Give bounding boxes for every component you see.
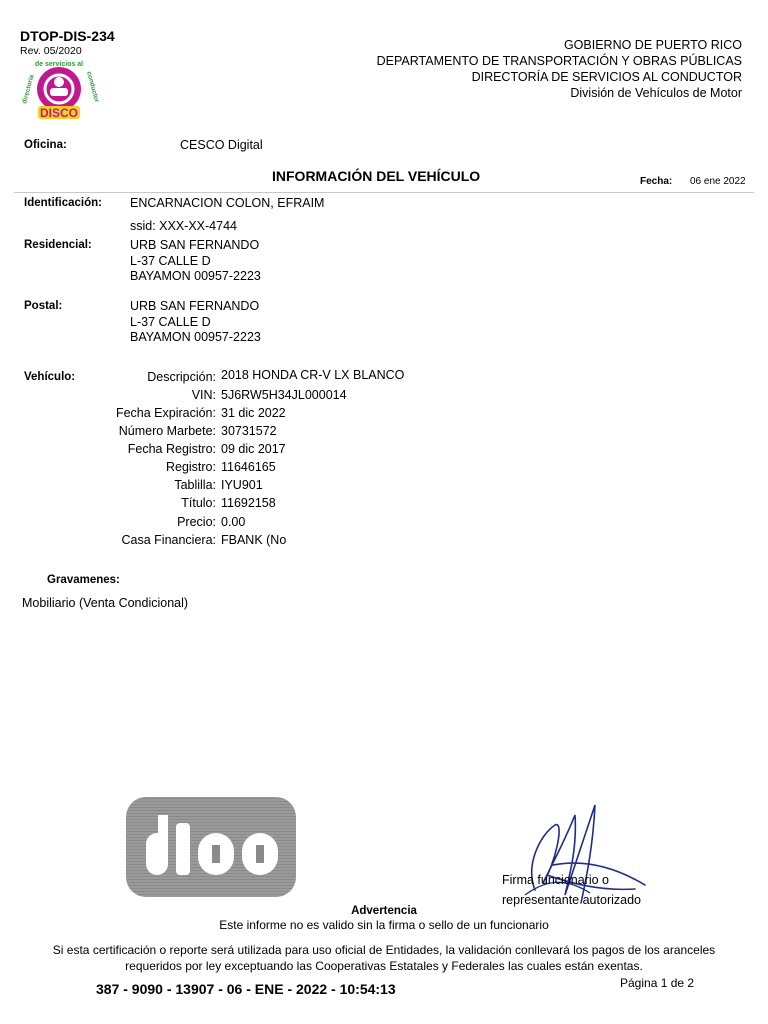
date-label: Fecha:	[640, 176, 673, 187]
logo-text-right: conductor	[85, 70, 101, 104]
certification-text: Si esta certificación o reporte será utilizada para uso oficial de Entidades, la validación conllevará los pagos de los aranceles requeridos por ley exceptuando las Cooperativas Estatales y Federales las cuales están exentas.	[52, 943, 716, 973]
postal-line-1: URB SAN FERNANDO	[130, 299, 260, 313]
vehicle-field-title-value: 11692158	[221, 496, 276, 510]
postal-address	[130, 299, 261, 346]
vehicle-field-marbete-value: 30731572	[221, 424, 277, 438]
vehicle-field-registration-date-label: Fecha Registro:	[127, 442, 216, 456]
dtop-logo	[124, 795, 299, 900]
postal-line-3: BAYAMON 00957-2223	[130, 330, 261, 344]
logo-text-left: directoría	[21, 74, 36, 105]
residential-line-2: L-37 CALLE D	[130, 253, 211, 268]
document-title: INFORMACIÓN DEL VEHÍCULO	[272, 168, 481, 184]
residential-label: Residencial:	[24, 239, 92, 251]
vehicle-field-registry-label: Registro:	[165, 460, 216, 474]
dtop-logo-icon	[124, 795, 299, 900]
agency-line-department: DEPARTAMENTO DE TRANSPORTACIÓN Y OBRAS PÚBLICAS	[376, 54, 742, 68]
vehicle-field-registration-date-value: 09 dic 2017	[221, 442, 286, 456]
vehicle-field-registry-value: 11646165	[221, 460, 276, 474]
agency-line-government: GOBIERNO DE PUERTO RICO	[563, 38, 742, 52]
revision: Rev. 05/2020	[20, 45, 82, 57]
warning-title: Advertencia	[351, 905, 417, 917]
liens-label: Gravamenes:	[47, 574, 120, 586]
vehicle-field-marbete-label: Número Marbete:	[118, 424, 216, 438]
disco-logo-icon	[20, 58, 101, 120]
office-value: CESCO Digital	[180, 138, 263, 152]
logo-text-top: de servicios al	[34, 61, 84, 68]
form-code: DTOP-DIS-234	[20, 28, 115, 44]
warning-text: Este informe no es valido sin la firma o sello de un funcionario	[219, 918, 549, 932]
date-value: 06 ene 2022	[690, 176, 746, 187]
page-number: Página 1 de 2	[620, 976, 695, 990]
dtop-logo-text: dtop	[210, 895, 212, 896]
vehicle-field-description-label: Descripción:	[147, 370, 216, 384]
owner-name: ENCARNACION COLON, EFRAIM	[130, 196, 325, 210]
vehicle-field-expiration-value: 31 dic 2022	[221, 406, 286, 420]
vehicle-field-title-label: Título:	[181, 496, 216, 510]
owner-ssid: ssid: XXX-XX-4744	[130, 219, 237, 233]
vehicle-field-financier-value: FBANK (No	[221, 533, 287, 547]
postal-label: Postal:	[24, 300, 63, 312]
disco-logo	[20, 58, 101, 120]
vehicle-label: Vehículo:	[24, 371, 76, 383]
control-number: 387 - 9090 - 13907 - 06 - ENE - 2022 - 10:54:13	[96, 981, 396, 997]
vehicle-field-price-label: Precio:	[177, 515, 216, 529]
title-divider	[14, 192, 754, 193]
residential-line-3: BAYAMON 00957-2223	[130, 269, 261, 283]
vehicle-field-financier-label: Casa Financiera:	[121, 533, 216, 547]
vehicle-field-vin-value: 5J6RW5H34JL000014	[221, 388, 347, 402]
agency-line-division: División de Vehículos de Motor	[570, 86, 742, 100]
residential-line-1: URB SAN FERNANDO	[130, 238, 260, 252]
agency-line-directorate: DIRECTORÍA DE SERVICIOS AL CONDUCTOR	[471, 70, 742, 84]
office-label: Oficina:	[24, 139, 67, 151]
vehicle-field-description-value: 2018 HONDA CR-V LX BLANCO	[221, 368, 405, 382]
signature-caption: Firma funcionario o representante autorizado	[502, 873, 641, 907]
identification-label: Identificación:	[24, 197, 102, 209]
vehicle-field-plate-value: IYU901	[221, 478, 263, 492]
vehicle-field-plate-label: Tablilla:	[174, 478, 216, 492]
liens-value: Mobiliario (Venta Condicional)	[22, 596, 189, 610]
residential-address	[130, 238, 261, 285]
vehicle-field-expiration-label: Fecha Expiración:	[115, 406, 216, 420]
logo-word: DISCO	[39, 106, 79, 120]
vehicle-field-vin-label: VIN:	[191, 388, 216, 402]
vehicle-field-price-value: 0.00	[221, 515, 246, 529]
agency-block	[377, 37, 742, 101]
postal-line-2: L-37 CALLE D	[130, 314, 211, 329]
